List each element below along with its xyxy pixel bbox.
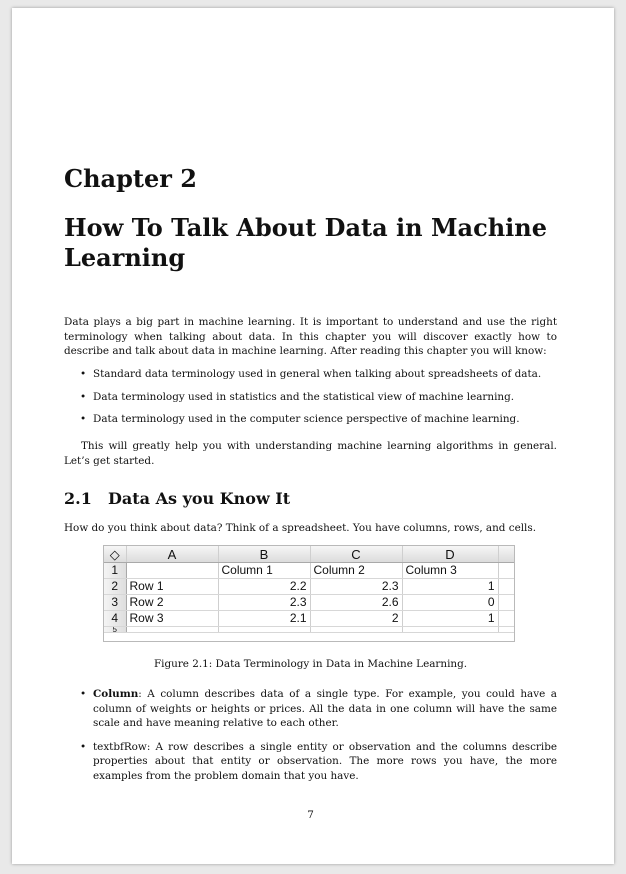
cell: 2.2 [218,579,310,595]
cell: Row 1 [126,579,218,595]
definition-text: : A column describes data of a single type. For example, you could have a column of weights or heights or prices. All the data in one column will have the same scale and have meaning relative to each other. [93,688,557,729]
section-number: 2.1 [64,489,92,508]
closing-paragraph: This will greatly help you with understanding machine learning algorithms in general. Let’s get started. [64,440,557,467]
definition-term: textbfRow [93,740,147,753]
column-letter: C [310,546,402,563]
chapter-title: How To Talk About Data in Machine Learning [64,213,547,272]
definition-term: Column [93,688,139,700]
page-number: 7 [307,809,314,821]
select-all-icon: ◇ [104,546,126,563]
row-number: 1 [104,563,126,579]
bullet-icon: • [80,413,87,425]
cell: 2.1 [218,611,310,627]
column-header-row [104,546,514,563]
list-item-text: Data terminology used in the computer science perspective of machine learning. [93,413,520,425]
cell: Row 3 [126,611,218,627]
cell: 2.6 [310,595,402,611]
cell: Row 2 [126,595,218,611]
table-row [104,595,514,611]
bullet-icon: • [80,390,87,403]
cell: 1 [402,579,498,595]
figure-caption: Figure 2.1: Data Terminology in Data in Machine Learning. [153,658,468,670]
learning-outcomes-list [80,367,557,427]
cell: 1 [402,611,498,627]
cell: 2 [310,611,402,627]
list-item-text: Data terminology used in statistics and the statistical view of machine learning. [93,390,515,403]
bullet-icon: • [80,688,87,700]
row-number: 5 [104,627,126,633]
row-number: 3 [104,595,126,611]
table-row [104,627,514,633]
cell: 0 [402,595,498,611]
column-letter: D [402,546,498,563]
section-lead-paragraph: How do you think about data? Think of a spreadsheet. You have columns, rows, and cells. [64,522,537,534]
list-item-text: Standard data terminology used in general when talking about spreadsheets of data. [93,368,542,380]
column-letter: B [218,546,310,563]
row-number: 2 [104,579,126,595]
cell: Column 1 [218,563,310,579]
definition-text: : A row describes a single entity or observation and the columns describe properties about that entity or observation. The more rows you have, the more examples from the problem domain that you have. [93,740,557,782]
table-row [104,563,514,579]
bullet-icon: • [80,368,87,380]
bullet-icon: • [80,740,87,753]
table-row [104,579,514,595]
cell [126,563,218,579]
spreadsheet-figure [103,545,515,642]
list-item [80,412,557,427]
cell: 2.3 [218,595,310,611]
cell: Column 2 [310,563,402,579]
section-heading [64,489,290,508]
list-item [80,687,557,731]
list-item [80,390,557,405]
definitions-list [80,687,557,783]
table-row [104,611,514,627]
document-page [12,8,614,864]
list-item [80,740,557,784]
intro-paragraph: Data plays a big part in machine learning. It is important to understand and use the right terminology when talking about data. In this chapter you will discover exactly how to describe and talk about data in machine learning. After reading this chapter you will know: [64,316,557,357]
cell: 2.3 [310,579,402,595]
row-number: 4 [104,611,126,627]
section-title: Data As you Know It [108,489,291,508]
column-letter: A [126,546,218,563]
list-item [80,367,557,382]
chapter-label: Chapter 2 [64,164,197,193]
cell: Column 3 [402,563,498,579]
